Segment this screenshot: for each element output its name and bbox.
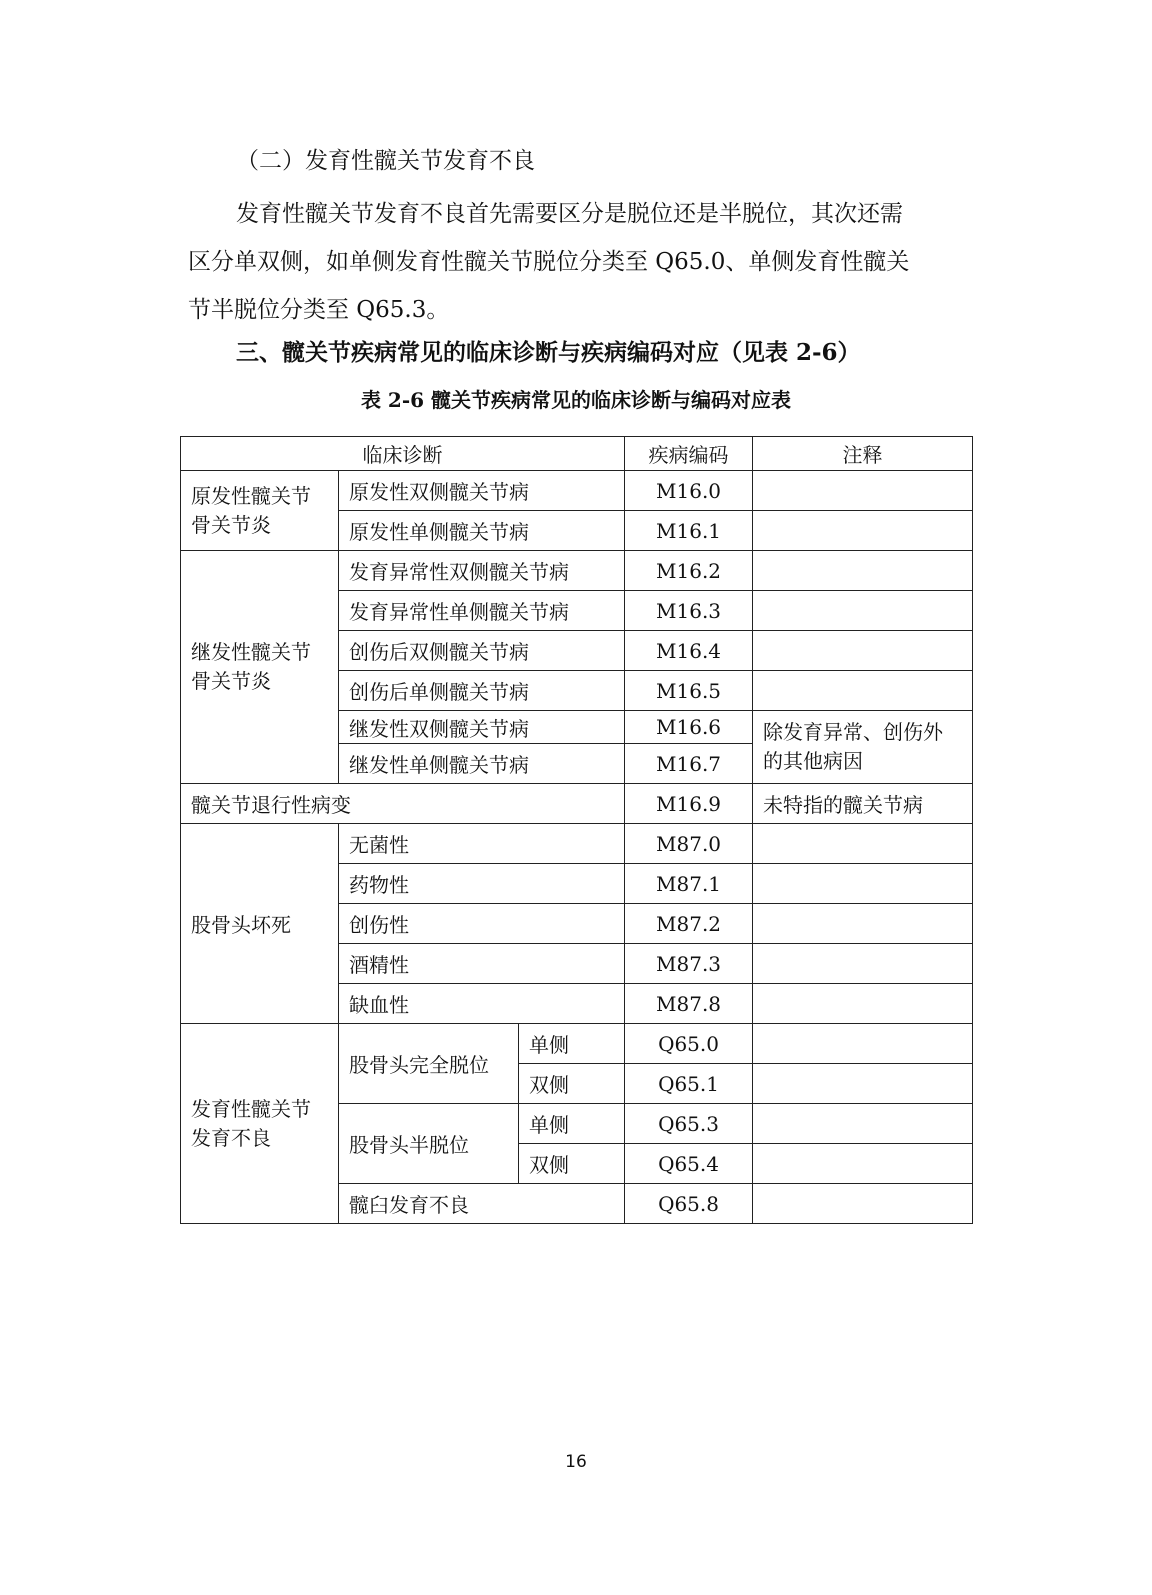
code-cell: Q65.8	[625, 1184, 753, 1224]
diagnosis-cell: 发育异常性单侧髋关节病	[339, 591, 625, 631]
note-cell	[753, 904, 973, 944]
table-row	[181, 471, 973, 511]
code-cell: M87.1	[625, 864, 753, 904]
paragraph-line: 节半脱位分类至 Q65.3。	[188, 297, 450, 323]
diagnosis-cell: 髋臼发育不良	[339, 1184, 625, 1224]
table-row	[181, 784, 973, 824]
side-cell: 单侧	[519, 1024, 625, 1064]
note-cell	[753, 1184, 973, 1224]
diagnosis-cell: 原发性双侧髋关节病	[339, 471, 625, 511]
note-cell	[753, 631, 973, 671]
paragraph-line: 发育性髋关节发育不良首先需要区分是脱位还是半脱位，其次还需	[236, 201, 903, 227]
code-cell: M16.7	[625, 744, 753, 784]
group-cell: 发育性髋关节发育不良	[181, 1024, 339, 1224]
diagnosis-cell: 原发性单侧髋关节病	[339, 511, 625, 551]
table-row	[181, 551, 973, 591]
table-row	[181, 824, 973, 864]
note-cell	[753, 551, 973, 591]
diagnosis-cell: 创伤后单侧髋关节病	[339, 671, 625, 711]
diagnosis-cell: 发育异常性双侧髋关节病	[339, 551, 625, 591]
header-code: 疾病编码	[625, 437, 753, 471]
code-cell: Q65.0	[625, 1024, 753, 1064]
note-cell	[753, 1024, 973, 1064]
diagnosis-cell: 缺血性	[339, 984, 625, 1024]
code-cell: M16.6	[625, 711, 753, 744]
diagnosis-cell: 股骨头半脱位	[339, 1104, 519, 1184]
table-header-row	[181, 437, 973, 471]
code-cell: Q65.3	[625, 1104, 753, 1144]
side-cell: 双侧	[519, 1144, 625, 1184]
side-cell: 双侧	[519, 1064, 625, 1104]
note-cell	[753, 471, 973, 511]
diagnosis-cell: 创伤后双侧髋关节病	[339, 631, 625, 671]
section-heading: 三、髋关节疾病常见的临床诊断与疾病编码对应（见表 2-6）	[236, 339, 861, 366]
code-cell: M16.1	[625, 511, 753, 551]
diagnosis-code-table	[180, 436, 973, 1224]
diagnosis-cell: 无菌性	[339, 824, 625, 864]
note-cell	[753, 1144, 973, 1184]
diagnosis-cell: 继发性单侧髋关节病	[339, 744, 625, 784]
diagnosis-cell: 髋关节退行性病变	[181, 784, 625, 824]
note-cell	[753, 511, 973, 551]
code-cell: M87.2	[625, 904, 753, 944]
code-cell: Q65.1	[625, 1064, 753, 1104]
note-cell: 未特指的髋关节病	[753, 784, 973, 824]
header-diagnosis: 临床诊断	[181, 437, 625, 471]
note-cell	[753, 671, 973, 711]
note-cell	[753, 591, 973, 631]
diagnosis-cell: 酒精性	[339, 944, 625, 984]
side-cell: 单侧	[519, 1104, 625, 1144]
code-cell: Q65.4	[625, 1144, 753, 1184]
diagnosis-cell: 股骨头完全脱位	[339, 1024, 519, 1104]
code-cell: M16.0	[625, 471, 753, 511]
header-note: 注释	[753, 437, 973, 471]
table-caption: 表 2-6 髋关节疾病常见的临床诊断与编码对应表	[360, 388, 792, 412]
code-cell: M16.3	[625, 591, 753, 631]
note-cell	[753, 824, 973, 864]
paragraph	[188, 190, 958, 334]
code-cell: M87.3	[625, 944, 753, 984]
note-cell	[753, 1104, 973, 1144]
code-cell: M87.8	[625, 984, 753, 1024]
diagnosis-cell: 创伤性	[339, 904, 625, 944]
code-cell: M16.9	[625, 784, 753, 824]
code-cell: M16.2	[625, 551, 753, 591]
note-cell: 除发育异常、创伤外的其他病因	[753, 711, 973, 784]
group-cell: 继发性髋关节骨关节炎	[181, 551, 339, 784]
note-cell	[753, 944, 973, 984]
table-row	[181, 1024, 973, 1064]
diagnosis-cell: 药物性	[339, 864, 625, 904]
note-cell	[753, 864, 973, 904]
page-number: 16	[565, 1452, 587, 1472]
note-cell	[753, 1064, 973, 1104]
group-cell: 股骨头坏死	[181, 824, 339, 1024]
code-cell: M16.4	[625, 631, 753, 671]
subheading: （二）发育性髋关节发育不良	[236, 148, 535, 174]
code-cell: M16.5	[625, 671, 753, 711]
diagnosis-cell: 继发性双侧髋关节病	[339, 711, 625, 744]
note-cell	[753, 984, 973, 1024]
paragraph-line: 区分单双侧，如单侧发育性髋关节脱位分类至 Q65.0、单侧发育性髋关	[188, 249, 910, 275]
code-cell: M87.0	[625, 824, 753, 864]
group-cell: 原发性髋关节骨关节炎	[181, 471, 339, 551]
